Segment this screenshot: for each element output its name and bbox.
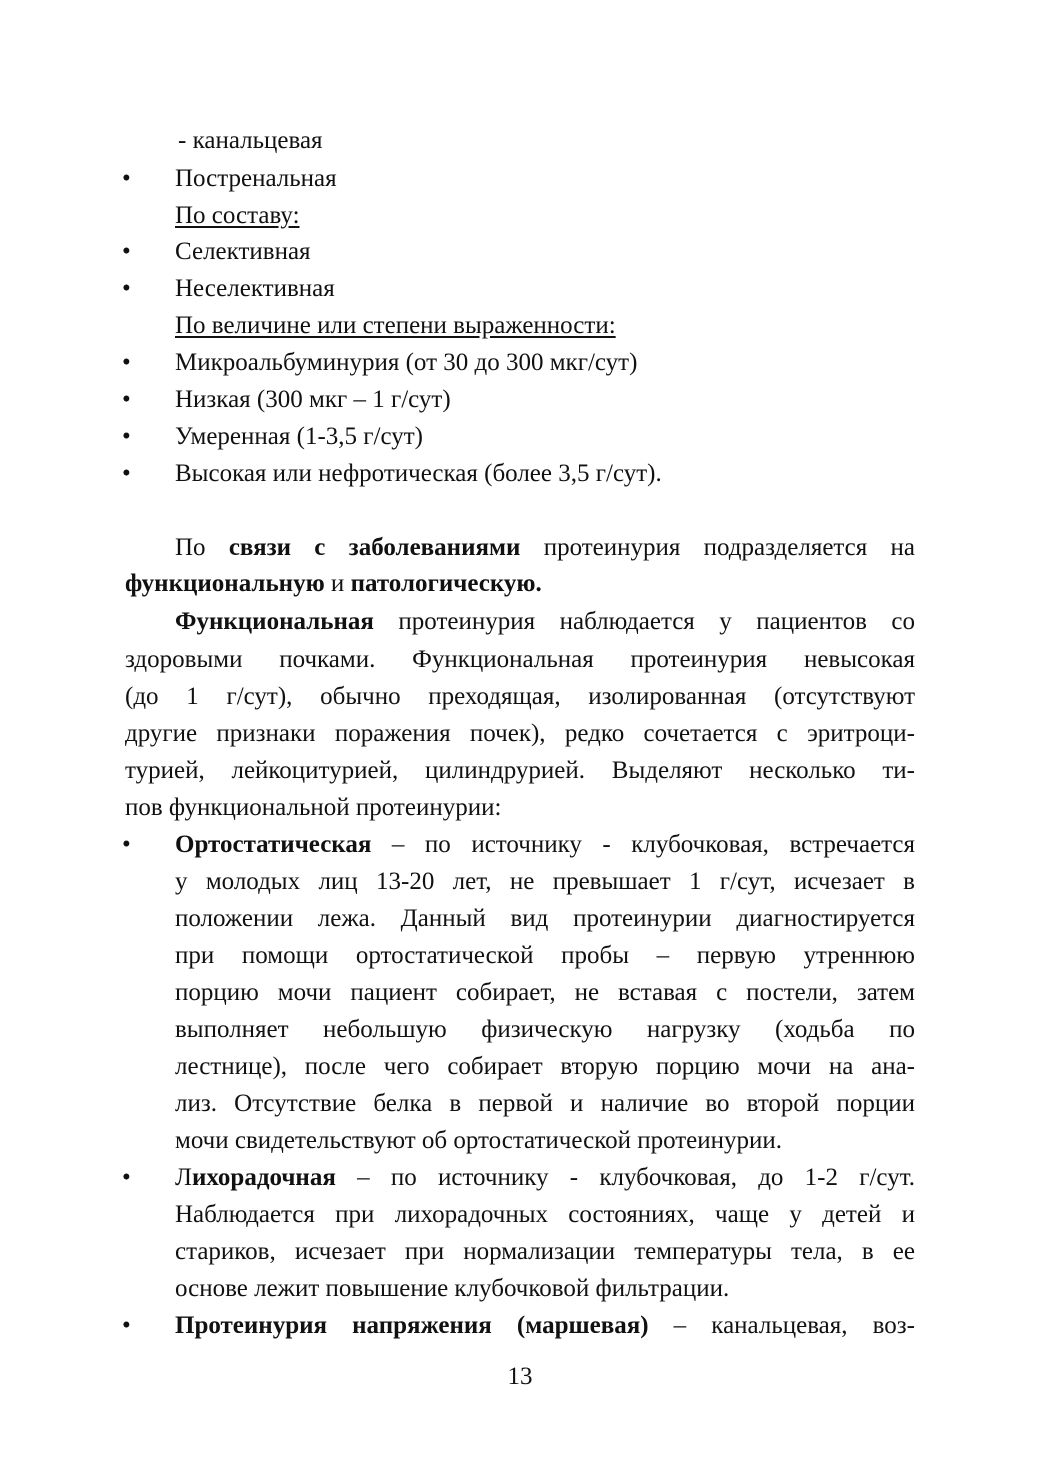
para2-line3: (до 1 г/сут), обычно преходящая, изолированная (отсутствуют [125,683,915,710]
list-item-postrenal: Постренальная [175,165,337,192]
ortho-line1: Ортостатическая – по источнику - клубочковая, встречается [175,831,915,858]
bullet-icon: • [122,831,131,858]
para2-line5: турией, лейкоцитурией, цилиндрурией. Выделяют несколько ти- [125,757,915,784]
list-item-nonselective: Неселективная [175,275,335,302]
para1-line2: функциональную и патологическую. [125,570,542,597]
fever-line4: основе лежит повышение клубочковой фильтрации. [175,1275,730,1302]
ortho-line8: лиз. Отсутствие белка в первой и наличие во второй порции [175,1090,915,1117]
bullet-icon: • [122,1312,131,1339]
bullet-icon: • [122,275,131,302]
list-item-micro: Микроальбуминурия (от 30 до 300 мкг/сут) [175,349,638,376]
march-line1: Протеинурия напряжения (маршевая) – канальцевая, воз- [175,1312,915,1339]
para2-line6: пов функциональной протеинурии: [125,794,502,821]
page-number: 13 [507,1363,533,1390]
bullet-icon: • [122,423,131,450]
fever-line1: Лихорадочная – по источнику - клубочковая, до 1-2 г/сут. [175,1164,915,1191]
para1-line1: По связи с заболеваниями протеинурия подразделяется на [175,534,915,561]
list-item-low: Низкая (300 мкг – 1 г/сут) [175,386,451,413]
fever-line2: Наблюдается при лихорадочных состояниях, чаще у детей и [175,1201,915,1228]
bullet-icon: • [122,238,131,265]
bullet-icon: • [122,386,131,413]
para2-line2: здоровыми почками. Функциональная протеинурия невысокая [125,646,915,673]
para2-line4: другие признаки поражения почек), редко сочетается с эритроци- [125,720,915,747]
list-item-moderate: Умеренная (1-3,5 г/сут) [175,423,423,450]
heading-composition: По составу: [175,202,300,229]
ortho-line6: выполняет небольшую физическую нагрузку (ходьба по [175,1016,915,1043]
fever-line3: стариков, исчезает при нормализации температуры тела, в ее [175,1238,915,1265]
ortho-line2: у молодых лиц 13-20 лет, не превышает 1 г/сут, исчезает в [175,868,915,895]
list-item-canal: - канальцевая [178,127,323,154]
bullet-icon: • [122,349,131,376]
list-item-selective: Селективная [175,238,311,265]
ortho-line7: лестнице), после чего собирает вторую порцию мочи на ана- [175,1053,915,1080]
ortho-line5: порцию мочи пациент собирает, не вставая с постели, затем [175,979,915,1006]
bullet-icon: • [122,460,131,487]
list-item-high: Высокая или нефротическая (более 3,5 г/сут). [175,460,662,487]
para2-line1: Функциональная протеинурия наблюдается у пациентов со [175,608,915,635]
bullet-icon: • [122,165,131,192]
ortho-line4: при помощи ортостатической пробы – первую утреннюю [175,942,915,969]
ortho-line3: положении лежа. Данный вид протеинурии диагностируется [175,905,915,932]
bullet-icon: • [122,1164,131,1191]
ortho-line9: мочи свидетельствуют об ортостатической протеинурии. [175,1127,783,1154]
heading-magnitude: По величине или степени выраженности: [175,312,616,339]
